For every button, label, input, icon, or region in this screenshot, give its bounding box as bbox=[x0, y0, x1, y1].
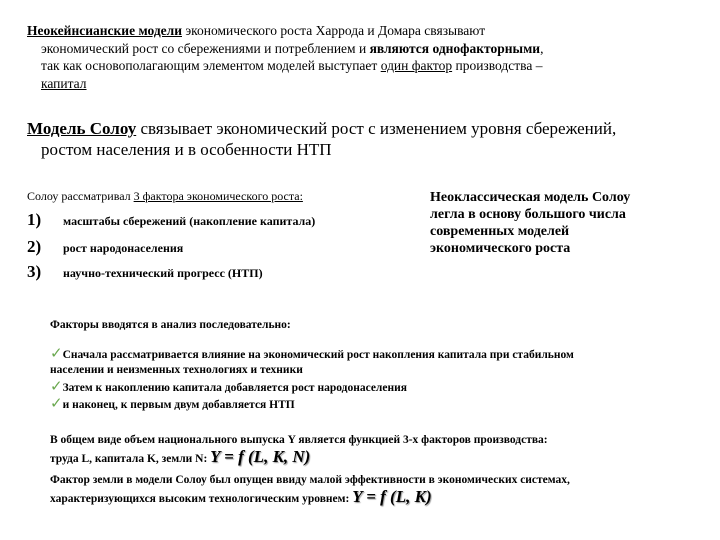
sequence-title: Факторы вводятся в анализ последовательно: bbox=[50, 319, 291, 331]
list-number: 2) bbox=[27, 237, 42, 256]
checkmark-icon: ✓ bbox=[50, 394, 63, 412]
para1-line3: так как основополагающим элементом моделей выступает один фактор производства – bbox=[41, 58, 543, 73]
checkmark-icon: ✓ bbox=[50, 344, 63, 362]
list-item bbox=[27, 262, 263, 282]
factors-intro-underlined: 3 фактора экономического роста: bbox=[133, 189, 303, 203]
list-number: 3) bbox=[27, 262, 42, 281]
list-text: рост народонаселения bbox=[63, 241, 184, 255]
term-neokeynesian: Неокейнсианские модели bbox=[27, 23, 182, 38]
para2-text1: связывает экономический рост с изменением уровня сбережений, bbox=[136, 119, 617, 138]
term-capital: капитал bbox=[41, 75, 87, 91]
list-item bbox=[27, 237, 183, 257]
neoclassical-note: Неоклассическая модель Солоу легла в основу большого числа современных моделей экономического роста bbox=[430, 190, 631, 256]
factors-intro: Солоу рассматривал 3 фактора экономического роста: bbox=[27, 189, 303, 203]
paragraph-solow-model bbox=[27, 118, 717, 160]
sequence-step-3: ✓и наконец, к первым двум добавляется НТП bbox=[50, 394, 295, 412]
paragraph-keynesian-models bbox=[27, 22, 707, 92]
general-line-2: труда L, капитала K, земли N: Y = f (L, K, N) bbox=[50, 447, 311, 466]
term-one-factor-underlined: один фактор bbox=[380, 58, 453, 73]
checkmark-icon: ✓ bbox=[50, 377, 63, 395]
general-line-3: Фактор земли в модели Солоу был опущен ввиду малой эффективности в экономических системах, bbox=[50, 474, 570, 486]
list-text: научно-технический прогресс (НТП) bbox=[63, 266, 263, 280]
term-one-factor: являются однофакторными bbox=[369, 40, 541, 56]
para2-line2: ростом населения и в особенности НТП bbox=[41, 140, 332, 159]
list-item bbox=[27, 210, 315, 230]
list-text: масштабы сбережений (накопление капитала) bbox=[63, 214, 316, 228]
formula-solow-function: Y = f (L, K) bbox=[352, 487, 432, 506]
formula-production-function: Y = f (L, K, N) bbox=[210, 447, 311, 466]
sequence-step-1: ✓Сначала рассматривается влияние на экономический рост накопления капитала при стабильном населении и неизменных технологиях и техники bbox=[50, 344, 574, 376]
para1-line2: экономический рост со сбережениями и потреблением и являются однофакторными, bbox=[41, 40, 544, 56]
term-solow-model: Модель Солоу bbox=[27, 119, 137, 138]
para1-text1: экономического роста Харрода и Домара связывают bbox=[182, 23, 486, 38]
sequence-step-2: ✓Затем к накоплению капитала добавляется рост народонаселения bbox=[50, 377, 407, 395]
general-line-1: В общем виде объем национального выпуска Y является функцией 3-х факторов производства: bbox=[50, 434, 548, 446]
general-line-4: характеризующихся высоким технологическим уровнем: Y = f (L, K) bbox=[50, 487, 432, 506]
list-number: 1) bbox=[27, 210, 42, 229]
